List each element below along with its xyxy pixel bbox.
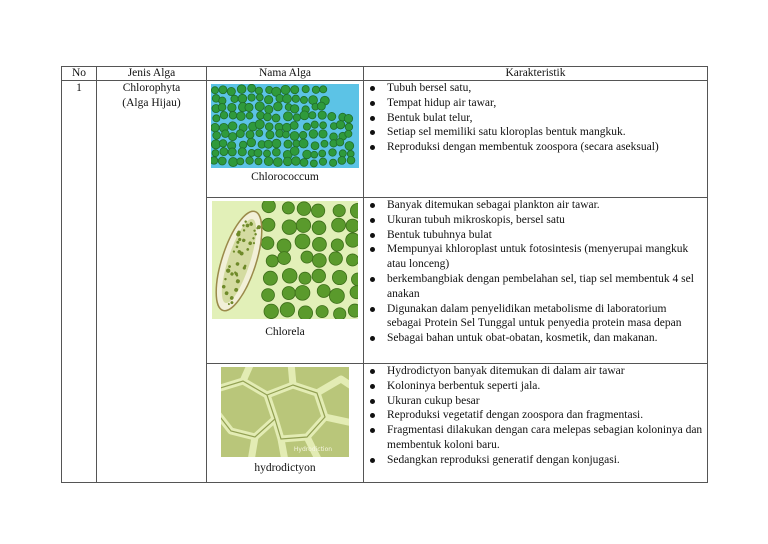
algae-name: hydrodictyon xyxy=(254,462,316,474)
row-number: 1 xyxy=(62,81,97,483)
table-row xyxy=(62,81,708,198)
characteristics-list xyxy=(364,81,707,155)
characteristics-list xyxy=(364,364,707,468)
characteristic-item: Mempunyai khloroplast untuk fotosintesis (menyerupai mangkuk atau lonceng) xyxy=(364,242,703,272)
characteristics-cell xyxy=(364,364,708,483)
chlorococcum-image xyxy=(207,84,363,168)
chlorela-image xyxy=(207,201,363,319)
algae-type-cell xyxy=(97,81,207,483)
header-nama-alga: Nama Alga xyxy=(207,67,364,81)
algae-name-cell xyxy=(207,364,364,483)
characteristic-item: Setiap sel memiliki satu kloroplas bentuk mangkuk. xyxy=(364,125,703,140)
characteristic-item: Sebagai bahan untuk obat-obatan, kosmetik, dan makanan. xyxy=(364,331,703,346)
algae-type-common: (Alga Hijau) xyxy=(122,96,181,109)
algae-table xyxy=(61,66,708,483)
characteristic-item: Tubuh bersel satu, xyxy=(364,81,703,96)
characteristic-item: Bentuk bulat telur, xyxy=(364,111,703,126)
header-karakteristik: Karakteristik xyxy=(364,67,708,81)
characteristic-item: Reproduksi vegetatif dengan zoospora dan fragmentasi. xyxy=(364,408,703,423)
algae-name: Chlorococcum xyxy=(251,171,319,183)
hydrodictyon-image xyxy=(207,367,363,457)
characteristics-list xyxy=(364,198,707,346)
characteristic-item: berkembangbiak dengan pembelahan sel, tiap sel membentuk 4 sel anakan xyxy=(364,272,703,302)
characteristic-item: Tempat hidup air tawar, xyxy=(364,96,703,111)
image-watermark-label: Hydrodiction xyxy=(293,446,333,453)
characteristic-item: Hydrodictyon banyak ditemukan di dalam air tawar xyxy=(364,364,703,379)
characteristics-cell xyxy=(364,81,708,198)
characteristic-item: Digunakan dalam penyelidikan metabolisme di laboratorium sebagai Protein Sel Tunggal untuk penyedia protein masa depan xyxy=(364,302,703,332)
algae-name-cell xyxy=(207,198,364,364)
characteristic-item: Bentuk tubuhnya bulat xyxy=(364,228,703,243)
algae-name-cell xyxy=(207,81,364,198)
characteristics-cell xyxy=(364,198,708,364)
characteristic-item: Sedangkan reproduksi generatif dengan konjugasi. xyxy=(364,453,703,468)
characteristic-item: Koloninya berbentuk seperti jala. xyxy=(364,379,703,394)
characteristic-item: Banyak ditemukan sebagai plankton air tawar. xyxy=(364,198,703,213)
characteristic-item: Ukuran tubuh mikroskopis, bersel satu xyxy=(364,213,703,228)
header-jenis-alga: Jenis Alga xyxy=(97,67,207,81)
characteristic-item: Ukuran cukup besar xyxy=(364,394,703,409)
characteristic-item: Reproduksi dengan membentuk zoospora (secara aseksual) xyxy=(364,140,703,155)
header-no: No xyxy=(62,67,97,81)
algae-name: Chlorela xyxy=(265,326,305,338)
characteristic-item: Fragmentasi dilakukan dengan cara melepas sebagian koloninya dan membentuk koloni baru. xyxy=(364,423,703,453)
algae-type-name: Chlorophyta xyxy=(122,82,181,94)
header-row xyxy=(62,67,708,81)
